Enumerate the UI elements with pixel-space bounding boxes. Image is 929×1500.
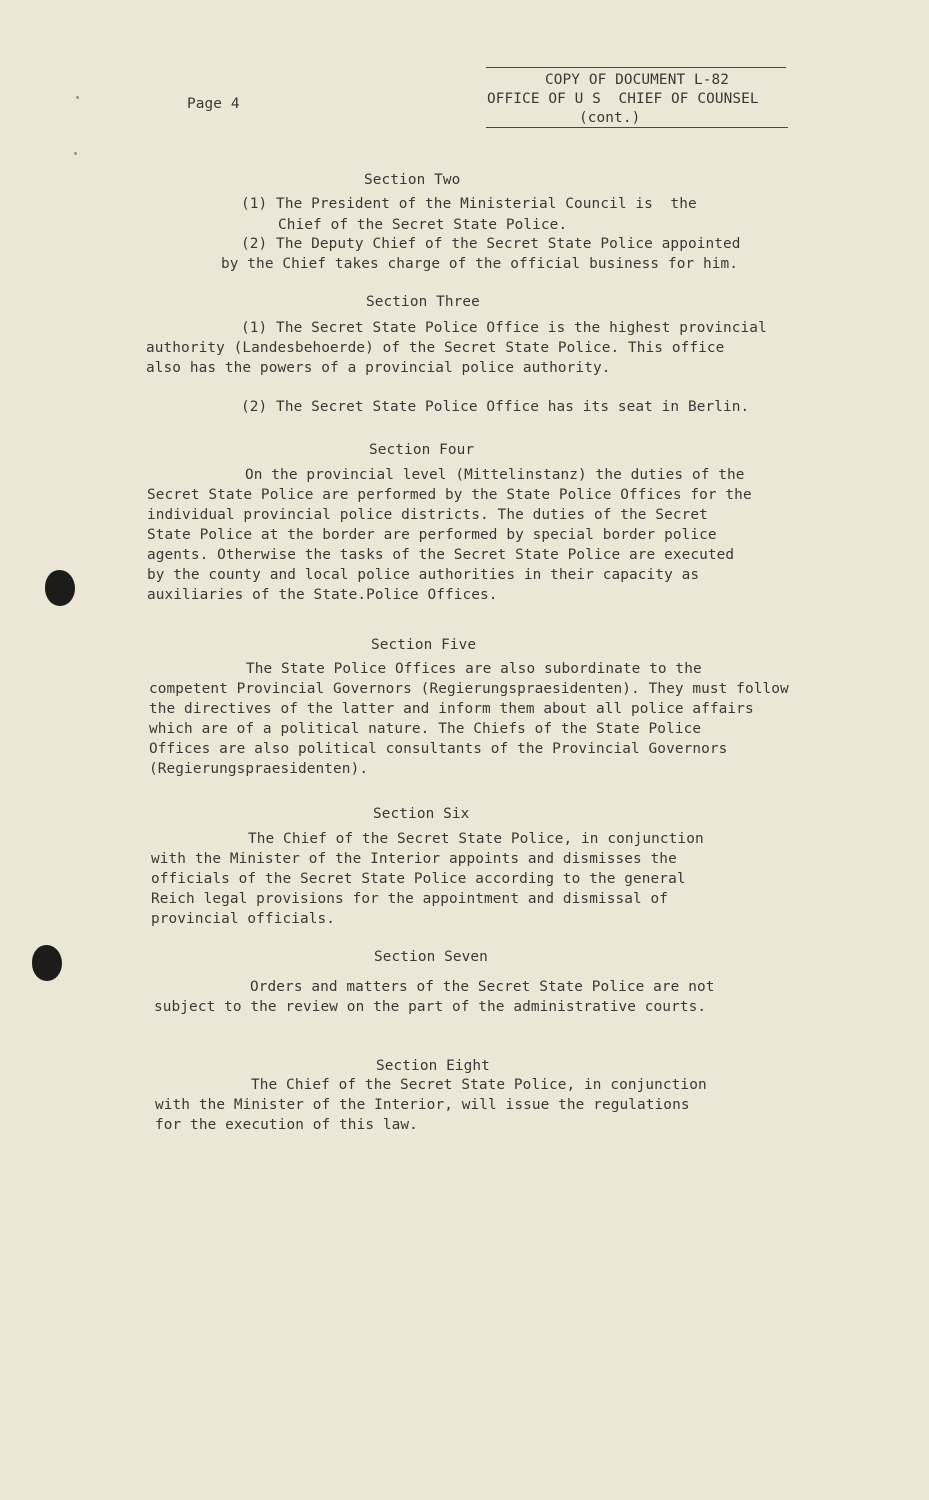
section-five-heading: Section Five: [371, 637, 477, 653]
section-eight-line: with the Minister of the Interior, will issue the regulations: [155, 1097, 690, 1113]
section-six-line: The Chief of the Secret State Police, in conjunction: [248, 831, 704, 847]
section-six-line: provincial officials.: [151, 911, 336, 927]
paper-speck: [76, 96, 79, 99]
section-two-line: by the Chief takes charge of the official business for him.: [221, 256, 739, 272]
section-four-line: Secret State Police are performed by the State Police Offices for the: [147, 487, 752, 503]
section-seven-heading: Section Seven: [374, 949, 488, 965]
section-five-line: Offices are also political consultants of the Provincial Governors: [149, 741, 728, 757]
continued-label: (cont.): [579, 110, 641, 126]
section-four-heading: Section Four: [369, 442, 475, 458]
section-three-heading: Section Three: [366, 294, 480, 310]
office-of-counsel-line: OFFICE OF U S CHIEF OF COUNSEL: [487, 91, 759, 107]
section-four-line: individual provincial police districts. The duties of the Secret: [147, 507, 708, 523]
section-four-line: State Police at the border are performed by special border police: [147, 527, 717, 543]
section-seven-line: subject to the review on the part of the administrative courts.: [154, 999, 707, 1015]
section-eight-line: for the execution of this law.: [155, 1117, 418, 1133]
punch-hole-top: [45, 570, 75, 606]
section-five-line: (Regierungspraesidenten).: [149, 761, 369, 777]
punch-hole-bottom: [32, 945, 62, 981]
section-four-line: On the provincial level (Mittelinstanz) the duties of the: [245, 467, 745, 483]
section-three-line: also has the powers of a provincial police authority.: [146, 360, 611, 376]
section-eight-line: The Chief of the Secret State Police, in conjunction: [251, 1077, 707, 1093]
section-three-line: authority (Landesbehoerde) of the Secret State Police. This office: [146, 340, 725, 356]
section-five-line: The State Police Offices are also subordinate to the: [246, 661, 702, 677]
section-two-line: Chief of the Secret State Police.: [278, 217, 568, 233]
section-three-line: (1) The Secret State Police Office is the highest provincial: [241, 320, 767, 336]
copy-of-document-line: COPY OF DOCUMENT L-82: [545, 72, 730, 88]
header-bottom-rule: [486, 127, 788, 128]
section-four-line: agents. Otherwise the tasks of the Secret State Police are executed: [147, 547, 735, 563]
section-two-heading: Section Two: [364, 172, 461, 188]
section-six-line: Reich legal provisions for the appointment and dismissal of: [151, 891, 669, 907]
section-two-line: (2) The Deputy Chief of the Secret State Police appointed: [241, 236, 741, 252]
section-eight-heading: Section Eight: [376, 1058, 490, 1074]
header-top-rule: [486, 67, 786, 68]
section-five-line: which are of a political nature. The Chiefs of the State Police: [149, 721, 702, 737]
paper-speck: [74, 152, 77, 155]
section-six-line: with the Minister of the Interior appoints and dismisses the: [151, 851, 677, 867]
section-four-line: by the county and local police authorities in their capacity as: [147, 567, 700, 583]
section-two-line: (1) The President of the Ministerial Council is the: [241, 196, 697, 212]
section-three-line: (2) The Secret State Police Office has its seat in Berlin.: [241, 399, 750, 415]
section-six-line: officials of the Secret State Police according to the general: [151, 871, 686, 887]
section-seven-line: Orders and matters of the Secret State Police are not: [250, 979, 715, 995]
section-five-line: competent Provincial Governors (Regierungspraesidenten). They must follow: [149, 681, 789, 697]
section-six-heading: Section Six: [373, 806, 470, 822]
page-number: Page 4: [187, 96, 240, 112]
section-five-line: the directives of the latter and inform them about all police affairs: [149, 701, 754, 717]
section-four-line: auxiliaries of the State.Police Offices.: [147, 587, 498, 603]
